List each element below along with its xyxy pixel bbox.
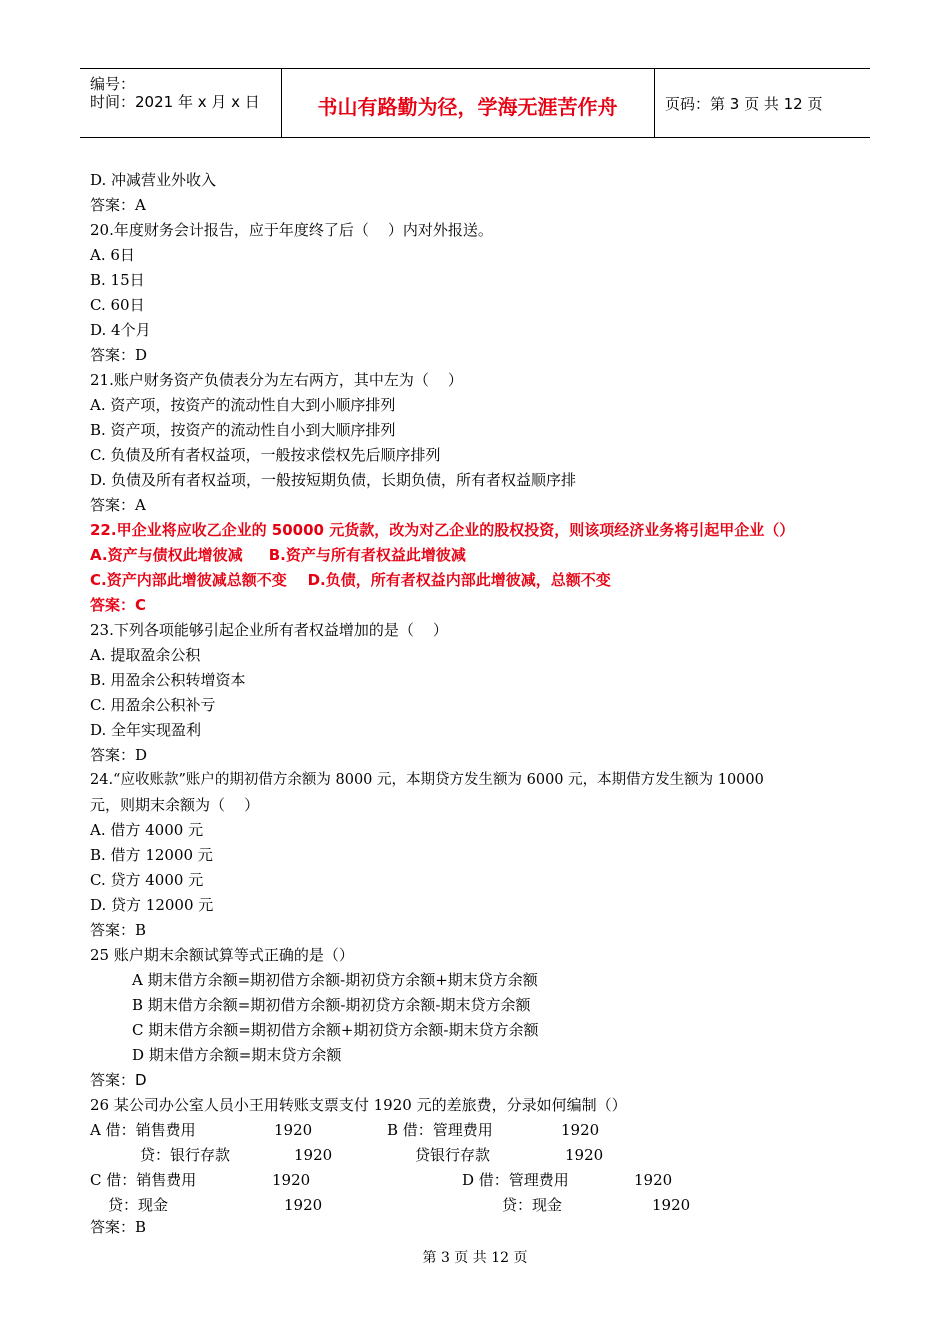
option-line: A 期末借方余额=期初借方余额-期初贷方余额+期末贷方余额 — [132, 971, 538, 989]
entry-b-credit-amount: 1920 — [565, 1146, 604, 1164]
answer-line: 答案：D — [90, 346, 148, 364]
answer-line: 答案：D — [90, 1071, 147, 1089]
option-line: B 期末借方余额=期初借方余额-期初贷方余额-期末贷方余额 — [132, 996, 531, 1014]
motto: 书山有路勤为径，学海无涯苦作舟 — [317, 95, 618, 119]
number-label: 编号： — [90, 75, 136, 93]
option-line: C. 负债及所有者权益项，一般按求偿权先后顺序排列 — [90, 446, 441, 464]
answer-line: 答案：A — [90, 196, 146, 214]
question-line: 26 某公司办公室人员小王用转账支票支付 1920 元的差旅费，分录如何编制（） — [90, 1096, 627, 1114]
option-line: C. 用盈余公积补亏 — [90, 696, 216, 714]
answer-line: 答案：B — [90, 1218, 147, 1236]
entry-b-debit: B 借：管理费用 — [387, 1121, 493, 1139]
answer-line: 答案：B — [90, 921, 147, 939]
header-middle-cell — [281, 69, 655, 137]
option-line: B. 15日 — [90, 271, 145, 289]
option-line: C. 60日 — [90, 296, 145, 314]
question-line: 21.账户财务资产负债表分为左右两方，其中左为（ ） — [90, 371, 463, 389]
entry-d-credit-amount: 1920 — [652, 1196, 691, 1214]
question-line: 20.年度财务会计报告，应于年度终了后（ ）内对外报送。 — [90, 221, 493, 239]
entry-d-debit: D 借：管理费用 — [462, 1171, 569, 1189]
question-line: 元，则期末余额为（ ） — [90, 796, 260, 814]
page-header — [80, 68, 870, 138]
option-line: D. 4个月 — [90, 321, 151, 339]
option-line: A. 借方 4000 元 — [90, 821, 204, 839]
entry-a-credit: 贷：银行存款 — [140, 1146, 231, 1164]
entry-c-debit: C 借：销售费用 — [90, 1171, 197, 1189]
page-number-label: 页码：第 3 页 共 12 页 — [665, 95, 823, 113]
option-line: D. 贷方 12000 元 — [90, 896, 214, 914]
option-line: B. 借方 12000 元 — [90, 846, 213, 864]
option-line: A. 资产项，按资产的流动性自大到小顺序排列 — [90, 396, 396, 414]
option-line: D. 负债及所有者权益项，一般按短期负债，长期负债，所有者权益顺序排 — [90, 471, 577, 489]
highlighted-option-line: C.资产内部此增彼减总额不变 D.负债，所有者权益内部此增彼减，总额不变 — [90, 571, 611, 589]
option-line: B. 用盈余公积转增资本 — [90, 671, 246, 689]
option-line: C 期末借方余额=期初借方余额+期初贷方余额-期末贷方余额 — [132, 1021, 539, 1039]
text-line: D. 冲减营业外收入 — [90, 171, 217, 189]
entry-a-debit: A 借：销售费用 — [90, 1121, 196, 1139]
entry-c-credit-amount: 1920 — [284, 1196, 323, 1214]
question-line: 23.下列各项能够引起企业所有者权益增加的是（ ） — [90, 621, 448, 639]
entry-a-debit-amount: 1920 — [274, 1121, 313, 1139]
question-line: 25 账户期末余额试算等式正确的是（） — [90, 946, 354, 964]
date-label: 时间：2021 年 x 月 x 日 — [90, 93, 260, 111]
entry-a-credit-amount: 1920 — [294, 1146, 333, 1164]
option-line: D 期末借方余额=期末贷方余额 — [132, 1046, 342, 1064]
question-line: 24.“应收账款”账户的期初借方余额为 8000 元，本期贷方发生额为 6000 元，本期借方发生额为 10000 — [90, 772, 764, 788]
entry-d-debit-amount: 1920 — [634, 1171, 673, 1189]
option-line: A. 6日 — [90, 246, 135, 264]
option-line: D. 全年实现盈利 — [90, 721, 202, 739]
highlighted-option-line: A.资产与债权此增彼减 B.资产与所有者权益此增彼减 — [90, 546, 466, 564]
header-left-cell — [80, 69, 282, 137]
header-right-cell — [655, 69, 870, 137]
highlighted-answer-line: 答案：C — [90, 596, 147, 614]
option-line: C. 贷方 4000 元 — [90, 871, 204, 889]
entry-c-debit-amount: 1920 — [272, 1171, 311, 1189]
entry-d-credit: 贷：现金 — [502, 1196, 563, 1214]
entry-c-credit: 贷：现金 — [108, 1196, 169, 1214]
answer-line: 答案：D — [90, 746, 148, 764]
option-line: B. 资产项，按资产的流动性自小到大顺序排列 — [90, 421, 396, 439]
entry-b-debit-amount: 1920 — [561, 1121, 600, 1139]
entry-b-credit: 贷银行存款 — [415, 1146, 491, 1164]
answer-line: 答案：A — [90, 496, 146, 514]
option-line: A. 提取盈余公积 — [90, 646, 201, 664]
highlighted-question-line: 22.甲企业将应收乙企业的 50000 元货款，改为对乙企业的股权投资，则该项经济业务将引起甲企业（） — [90, 521, 795, 539]
page-footer: 第 3 页 共 12 页 — [422, 1250, 528, 1266]
